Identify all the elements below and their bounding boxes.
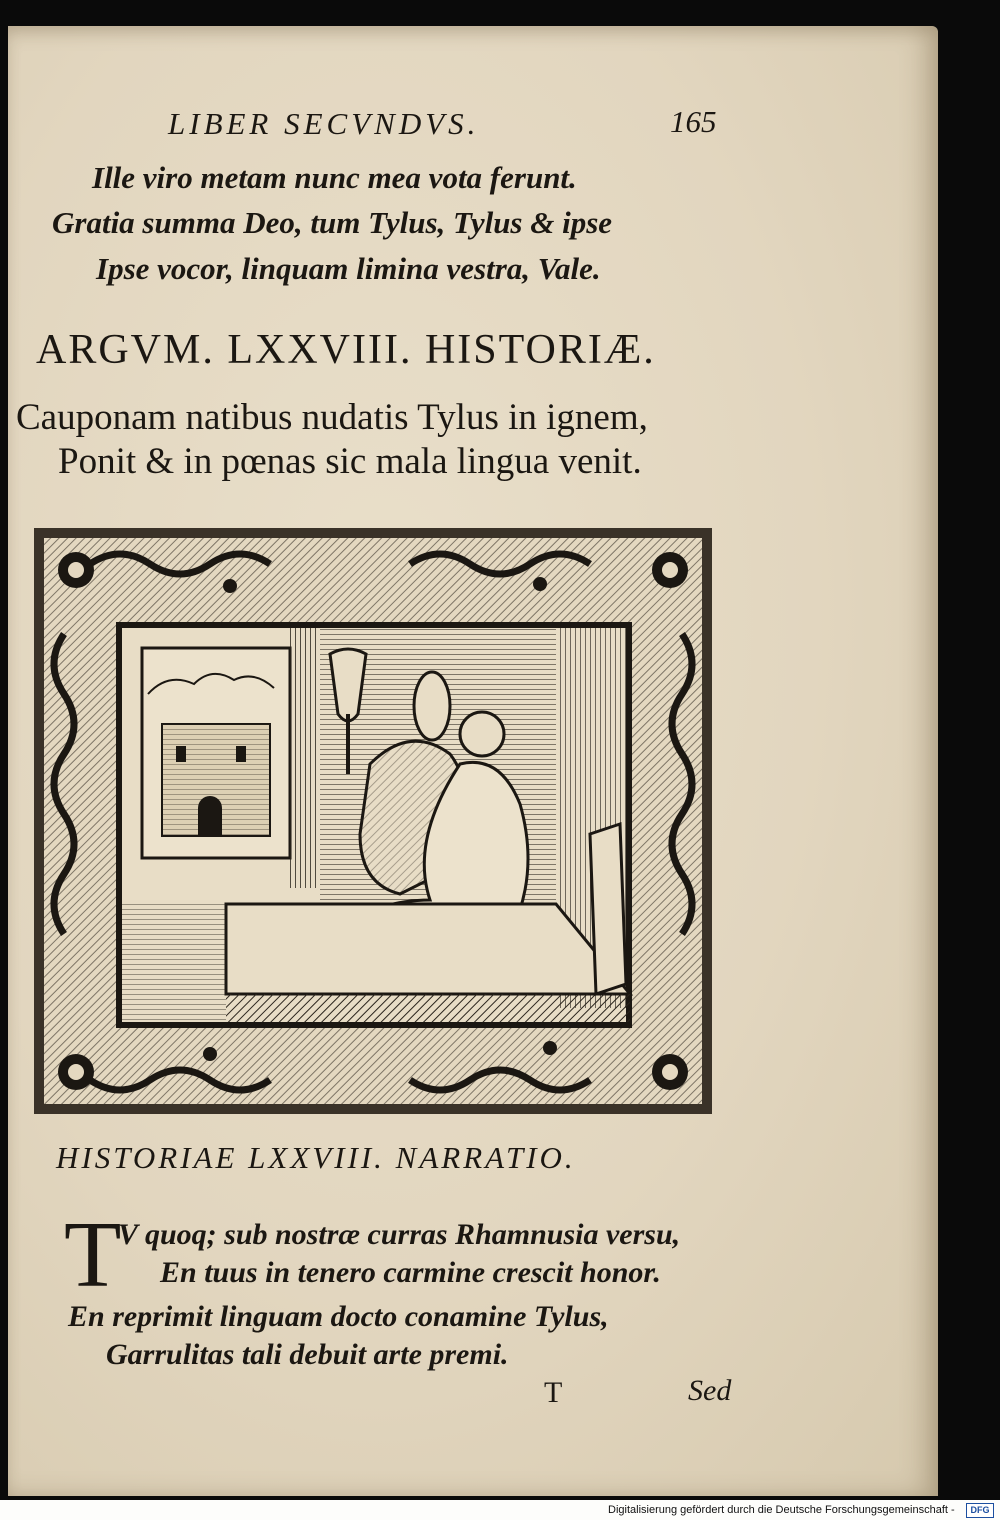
verse-line: Garrulitas tali debuit arte premi. xyxy=(106,1338,509,1371)
woodcut-illustration xyxy=(30,524,716,1118)
verse-line: Gratia summa Deo, tum Tylus, Tylus & ipse xyxy=(52,205,613,240)
verse-line: Ille viro metam nunc mea vota ferunt. xyxy=(92,160,577,195)
verse-line: En reprimit linguam docto conamine Tylus, xyxy=(68,1300,609,1333)
running-head: LIBER SECVNDVS. xyxy=(168,106,480,141)
verse-line: V quoq; sub nostræ curras Rhamnusia versu, xyxy=(118,1218,681,1251)
argument-heading: ARGVM. LXXVIII. HISTORIÆ. xyxy=(36,327,656,373)
narratio-heading: HISTORIAE LXXVIII. NARRATIO. xyxy=(56,1140,576,1175)
signature-mark: T xyxy=(544,1376,563,1409)
dfg-logo: DFG xyxy=(966,1503,994,1518)
page-number: 165 xyxy=(670,104,717,139)
argument-line: Ponit & in pœnas sic mala lingua venit. xyxy=(58,441,642,482)
verse-line: Ipse vocor, linquam limina vestra, Vale. xyxy=(96,251,601,286)
verse-line: En tuus in tenero carmine crescit honor. xyxy=(160,1256,661,1289)
digitization-credit: Digitalisierung gefördert durch die Deutsche Forschungsgemeinschaft - xyxy=(608,1504,955,1516)
catchword: Sed xyxy=(688,1374,732,1407)
drop-cap: T xyxy=(64,1203,122,1307)
argument-line: Cauponam natibus nudatis Tylus in ignem, xyxy=(16,397,648,438)
